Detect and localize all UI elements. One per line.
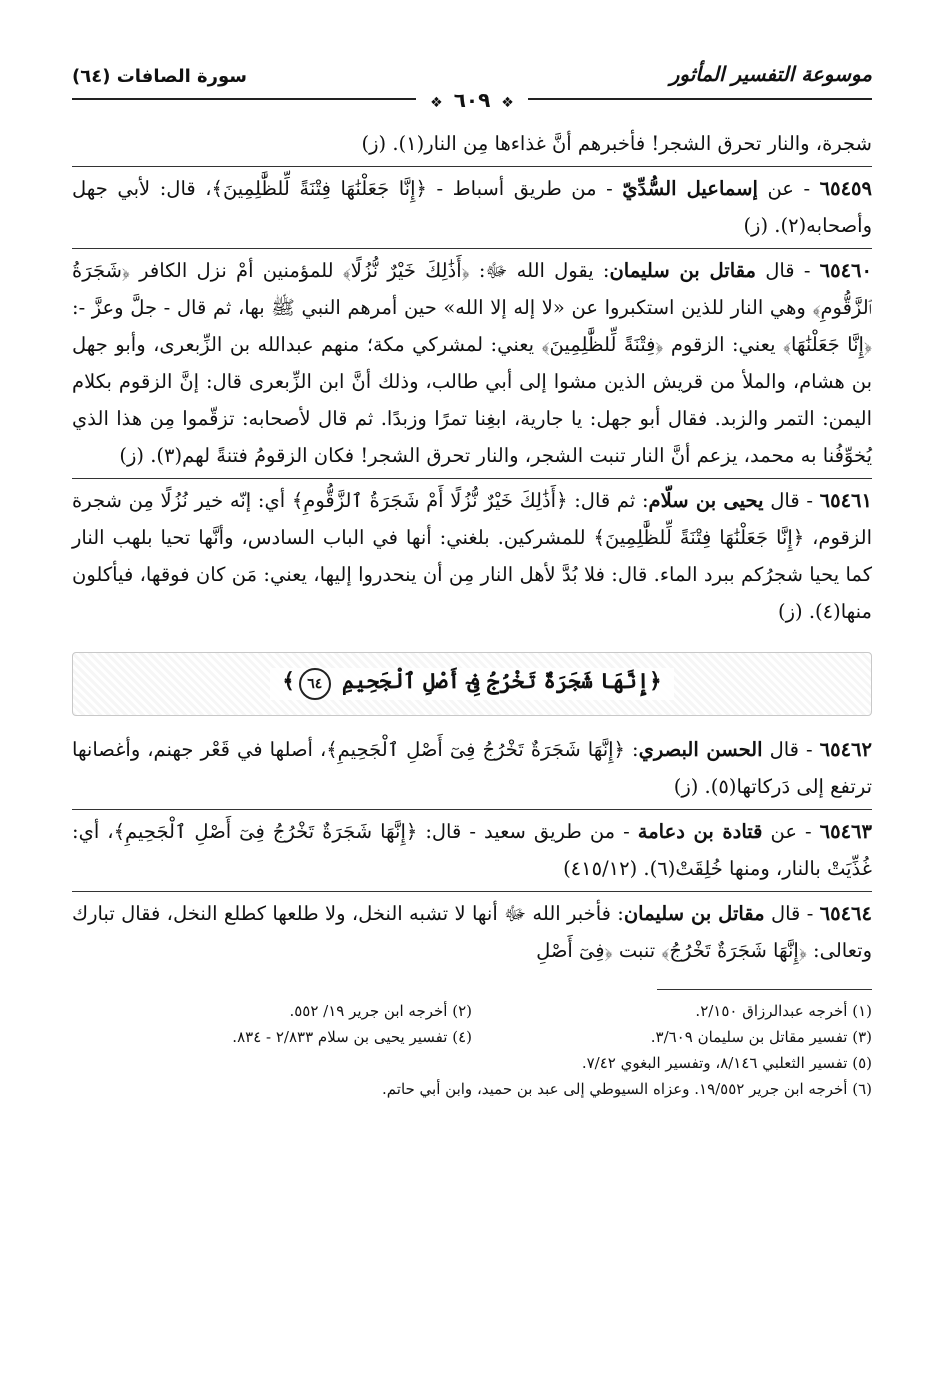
page-number: ٦٠٩ <box>453 88 491 112</box>
entry-text: شجرة، والنار تحرق الشجر! فأخبرهم أنَّ غذاءها مِن النار(١). (ز) <box>361 132 872 155</box>
entry-number: ٦٥٤٦٤ <box>819 902 872 925</box>
narrator-name: يحيى بن سلّام <box>648 489 764 512</box>
narrator-name: مقاتل بن سليمان <box>609 259 756 282</box>
entry-number: ٦٥٤٦٠ <box>819 259 872 282</box>
footnote-5: (٥) تفسير الثعلبي ٨/١٤٦، وتفسير البغوي ٧/٤٢. <box>581 1054 872 1072</box>
footnote-3: (٣) تفسير مقاتل بن سليمان ٣/٦٠٩. <box>650 1028 872 1046</box>
page-number-box <box>416 88 528 112</box>
footnote-row <box>72 1050 872 1076</box>
book-page <box>72 60 872 1102</box>
verse-text-wrap <box>270 668 673 700</box>
footnote-row <box>72 998 872 1024</box>
entry-text: - من طريق سعيد - قال: ﴿إِنَّهَا شَجَرَةٌ تَخْرُجُ فِىٓ أَصْلِ ٱلْجَحِيمِ﴾، أي: غُذِّيَتْ بالنار، ومنها خُلِقَتْ(٦). (٤١٥/١٢) <box>72 820 872 880</box>
entry-prefix: - قال <box>764 902 820 925</box>
entry-number: ٦٥٤٥٩ <box>819 177 872 200</box>
entry-number: ٦٥٤٦١ <box>819 489 872 512</box>
footnote-2: (٢) أخرجه ابن جرير ١٩/ ٥٥٢. <box>289 1002 472 1020</box>
footnote-row <box>72 1024 872 1050</box>
footnotes <box>72 998 872 1102</box>
page-number-wrap <box>72 88 872 112</box>
entry-number: ٦٥٤٦٢ <box>819 738 872 761</box>
entries-section-1 <box>72 122 872 634</box>
entry-text: : ثم قال: ﴿أَذَٰلِكَ خَيْرٌ نُّزُلًا أَمْ شَجَرَةُ ٱلزَّقُّومِ﴾ أي: إنّه خير نُزُلًا مِن شجرة الزقوم، ﴿إِنَّا جَعَلْنَٰهَا فِتْنَةً لِّلظَّٰلِمِينَ﴾ للمشركين. بلغني: أنها في الباب السادس، وأنَّها تحيا بلهب النار كما يحيا شجرُكم ببرد الماء. قال: فلا بُدَّ لأهل النار مِن أن ينحدروا إليها، يعني: مَن كان فوقها، فيأكلون منها(٤). (ز) <box>72 489 872 623</box>
entry-prefix: - قال <box>755 259 820 282</box>
narrator-name: إسماعيل السُّدِّيّ <box>622 177 758 200</box>
footnote-separator <box>657 989 872 990</box>
footnote-4: (٤) تفسير يحيى بن سلام ٢/٨٣٣ - ٨٣٤. <box>232 1028 472 1046</box>
verse-text: ﴿إِنَّهَا شَجَرَةٌ تَخْرُجُ فِىٓ أَصْلِ ٱلْجَحِيمِ <box>342 668 662 693</box>
footnote-row <box>72 1076 872 1102</box>
entry-65460 <box>72 249 872 479</box>
narrator-name: مقاتل بن سليمان <box>623 902 765 925</box>
entry-continuation <box>72 122 872 167</box>
surah-title: سورة الصافات (٦٤) <box>72 66 248 87</box>
entry-65463 <box>72 810 872 892</box>
entry-prefix: - عن <box>757 177 820 200</box>
entry-prefix: - عن <box>762 820 820 843</box>
entry-text: : يقول الله ﷻ: ﴿أَذَٰلِكَ خَيْرٌ نُّزُلًا﴾ للمؤمنين أمْ نزل الكافر ﴿شَجَرَةُ ٱلزَّقُّومِ﴾ وهي النار للذين استكبروا عن «لا إله إلا الله» حين أمرهم النبي ﷺ بها، ثم قال - جلَّ وعزَّ -: ﴿إِنَّا جَعَلْنَٰهَا﴾ يعني: الزقوم ﴿فِتْنَةً لِّلظَّٰلِمِينَ﴾ يعني: لمشركي مكة؛ منهم عبدالله بن الزِّبعرى، وأبو جهل بن هشام، والملأ من قريش الذين مشوا إلى أبي طالب، وذلك أنَّ ابن الزِّبعرى قال: إنَّ الزقوم بكلام اليمن: التمر والزبد. فقال أبو جهل: يا جارية، ابغِنا تمرًا وزبدًا. ثم قال لأصحابه: تزقّموا مِن هذا الذي يُخوِّفُنا به محمد، يزعم أنَّ النار تنبت الشجر، والنار تحرق الشجر! فكان الزقومُ فتنةً لهم(٣). (ز) <box>72 259 872 467</box>
entry-65461 <box>72 479 872 634</box>
entry-65459 <box>72 167 872 249</box>
ayah-number-marker: ٦٤ <box>299 668 331 700</box>
verse-banner <box>72 652 872 716</box>
verse-close-bracket: ﴾ <box>282 668 295 693</box>
entry-prefix: - قال <box>762 738 820 761</box>
entry-65464 <box>72 892 872 973</box>
entry-text: - من طريق أسباط - ﴿إِنَّا جَعَلْنَٰهَا فِتْنَةً لِّلظَّٰلِمِينَ﴾، قال: لأبي جهل وأصحابه(٢). (ز) <box>72 177 872 237</box>
entry-number: ٦٥٤٦٣ <box>819 820 872 843</box>
narrator-name: الحسن البصري <box>638 738 763 761</box>
entry-text: : فأخبر الله ﷻ أنها لا تشبه النخل، ولا طلعها كطلع النخل، فقال تبارك وتعالى: ﴿إِنَّهَا شَجَرَةٌ تَخْرُجُ﴾ تنبت ﴿فِىٓ أَصْلِ <box>72 902 872 962</box>
entry-text: : ﴿إِنَّهَا شَجَرَةٌ تَخْرُجُ فِىٓ أَصْلِ ٱلْجَحِيمِ﴾، أصلها في قَعْر جهنم، وأغصانها ترتفع إلى دَركاتها(٥). (ز) <box>72 738 872 798</box>
entry-65462 <box>72 728 872 810</box>
ornament-icon: ❖ <box>430 95 443 111</box>
narrator-name: قتادة بن دعامة <box>637 820 763 843</box>
ornament-icon: ❖ <box>501 95 514 111</box>
book-title: موسوعة التفسير المأثور <box>669 62 872 86</box>
page-header <box>72 60 872 112</box>
entries-section-2 <box>72 728 872 973</box>
footnote-6: (٦) أخرجه ابن جرير ١٩/٥٥٢. وعزاه السيوطي إلى عبد بن حميد، وابن أبي حاتم. <box>382 1080 872 1098</box>
footnote-1: (١) أخرجه عبدالرزاق ٢/١٥٠. <box>695 1002 872 1020</box>
entry-prefix: - قال <box>763 489 820 512</box>
